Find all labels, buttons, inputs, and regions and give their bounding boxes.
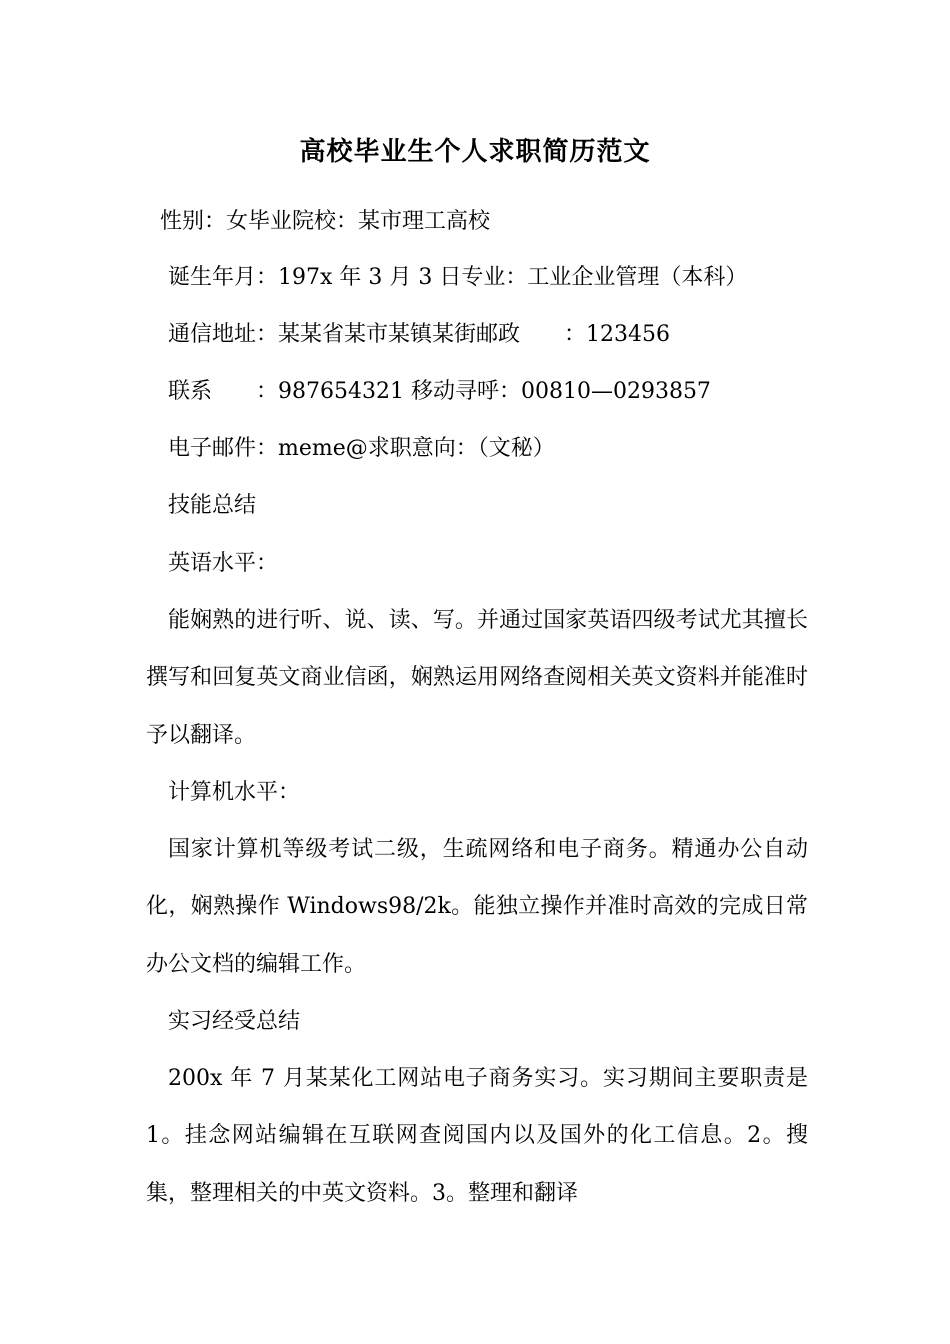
document-title: 高校毕业生个人求职简历范文	[299, 137, 651, 167]
english-level-label: 英语水平：	[168, 551, 279, 576]
info-birth-major: 诞生年月：197x 年 3 月 3 日专业：工业企业管理（本科）	[168, 265, 748, 290]
internship-heading: 实习经受总结	[168, 1009, 301, 1034]
skills-heading: 技能总结	[168, 493, 257, 518]
info-phone-pager: 联系 ：987654321 移动寻呼：00810—0293857	[168, 379, 711, 404]
english-level-paragraph: 能娴熟的进行听、说、读、写。并通过国家英语四级考试尤其擅长撰写和回复英文商业信函，娴熟运用网络查阅相关英文资料并能准时予以翻译。	[146, 608, 808, 748]
computer-level-paragraph: 国家计算机等级考试二级，生疏网络和电子商务。精通办公自动化，娴熟操作 Windows98/2k。能独立操作并准时高效的完成日常办公文档的编辑工作。	[146, 837, 808, 977]
info-email-objective: 电子邮件：meme@求职意向：（文秘）	[168, 436, 555, 461]
computer-level-label: 计算机水平：	[168, 780, 301, 805]
info-address-postcode: 通信地址：某某省某市某镇某街邮政 ：123456	[168, 322, 670, 347]
internship-paragraph: 200x 年 7 月某某化工网站电子商务实习。实习期间主要职责是 1。挂念网站编辑在互联网查阅国内以及国外的化工信息。2。搜集，整理相关的中英文资料。3。整理和翻译	[146, 1066, 808, 1206]
info-gender-school: 性别：女毕业院校：某市理工高校	[160, 209, 491, 234]
